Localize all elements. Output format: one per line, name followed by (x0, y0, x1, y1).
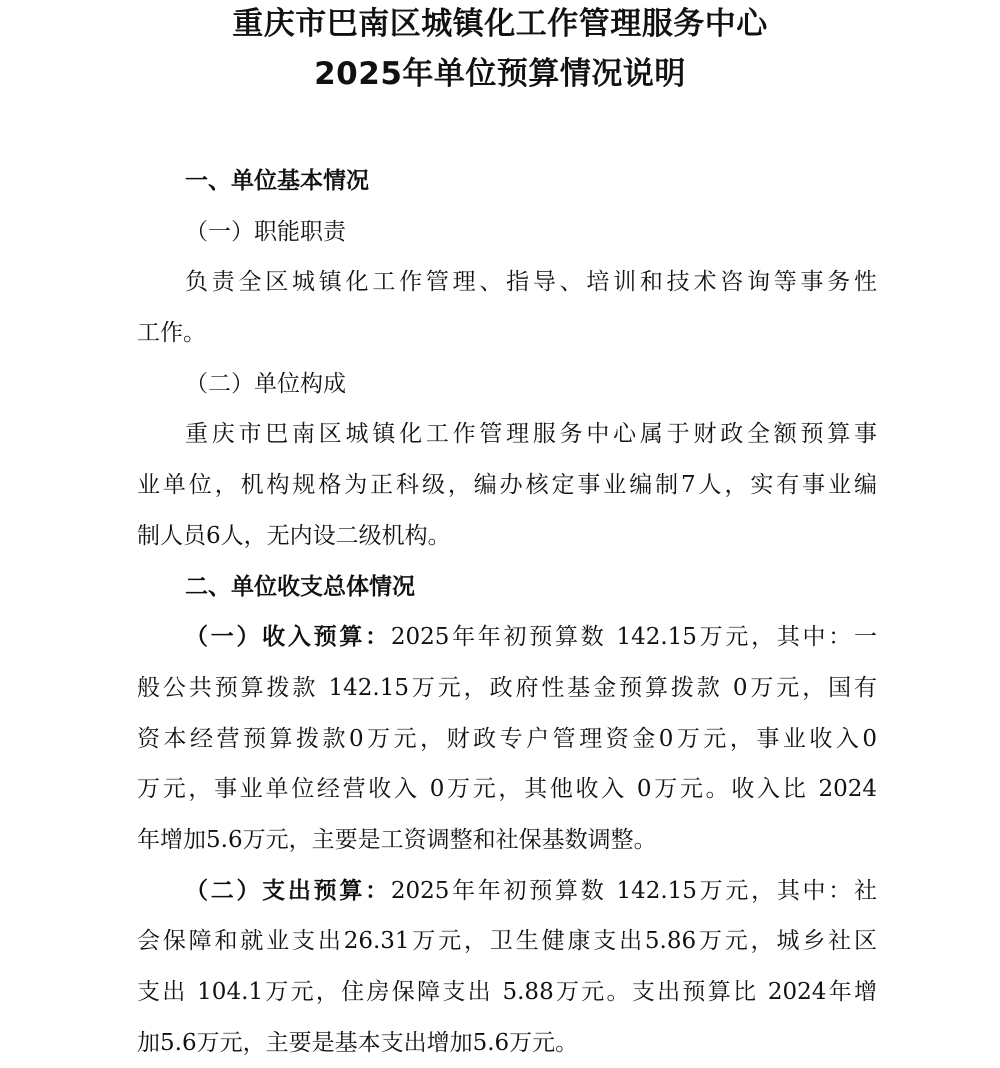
expense-paragraph-first-line (137, 866, 877, 917)
paragraph-line: 工作。 (137, 320, 206, 347)
paragraph-line: 会保障和就业支出26.31万元，卫生健康支出5.86万元，城乡社区 (137, 928, 877, 955)
income-paragraph-first-line (137, 612, 877, 663)
paragraph-line: 支出 104.1万元，住房保障支出 5.88万元。支出预算比 2024年增 (137, 979, 877, 1005)
section-heading-basic-info: 一、单位基本情况 (185, 168, 369, 194)
document-title-line2: 2025年单位预算情况说明 (314, 56, 686, 92)
expense-label: （二）支出预算： (185, 877, 391, 904)
income-line-text: 2025年年初预算数 142.15万元，其中：一 (390, 624, 877, 651)
paragraph-line: 万元，事业单位经营收入 0万元，其他收入 0万元。收入比 2024 (137, 776, 877, 803)
paragraph-line: 资本经营预算拨款0万元，财政专户管理资金0万元，事业收入0 (137, 725, 877, 752)
paragraph-line: 制人员6人，无内设二级机构。 (137, 522, 451, 549)
document-body (137, 156, 877, 1068)
paragraph-line: 负责全区城镇化工作管理、指导、培训和技术咨询等事务性 (185, 269, 877, 296)
income-label: （一）收入预算： (185, 624, 391, 651)
paragraph-line: 年增加5.6万元，主要是工资调整和社保基数调整。 (137, 826, 657, 853)
document-title-line1: 重庆市巴南区城镇化工作管理服务中心 (232, 6, 768, 42)
subsection-heading-composition: （二）单位构成 (185, 370, 346, 397)
paragraph-line: 加5.6万元，主要是基本支出增加5.6万元。 (137, 1029, 579, 1056)
paragraph-line: 般公共预算拨款 142.15万元，政府性基金预算拨款 0万元，国有 (137, 674, 877, 701)
section-heading-budget-overview: 二、单位收支总体情况 (185, 573, 415, 600)
subsection-heading-functions: （一）职能职责 (185, 218, 346, 245)
paragraph-line: 重庆市巴南区城镇化工作管理服务中心属于财政全额预算事 (185, 421, 877, 448)
paragraph-line: 业单位，机构规格为正科级，编办核定事业编制7人，实有事业编 (137, 472, 877, 499)
expense-line-text: 2025年年初预算数 142.15万元，其中：社 (390, 877, 877, 904)
